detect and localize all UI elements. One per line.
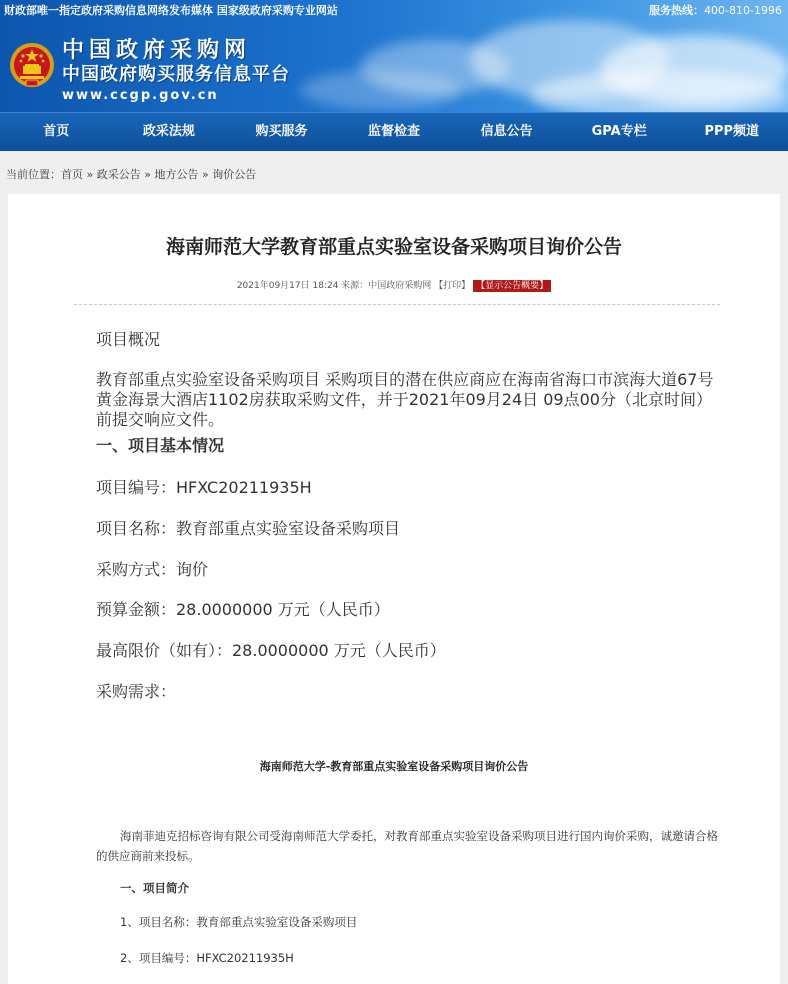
breadcrumb-separator: » bbox=[140, 168, 155, 181]
nav-announcements[interactable]: 信息公告 bbox=[480, 124, 533, 139]
nav-regulations[interactable]: 政采法规 bbox=[142, 124, 195, 139]
header-cloud bbox=[300, 70, 460, 110]
national-emblem-icon[interactable] bbox=[8, 40, 56, 90]
max-price: 最高限价（如有）：28.0000000 万元（人民币） bbox=[96, 641, 446, 660]
overview-heading: 项目概况 bbox=[96, 330, 161, 349]
project-name: 项目名称：教育部重点实验室设备采购项目 bbox=[96, 519, 401, 538]
brief-item-name: 1、项目名称：教育部重点实验室设备采购项目 bbox=[120, 915, 358, 929]
nav-supervision[interactable]: 监督检查 bbox=[368, 124, 421, 139]
breadcrumb bbox=[0, 151, 788, 185]
breadcrumb-procurement[interactable]: 政采公告 bbox=[96, 168, 141, 181]
logo-subtitle: 中国政府购买服务信息平台 bbox=[62, 64, 290, 85]
site-header bbox=[0, 0, 788, 112]
nav-purchase-services[interactable]: 购买服务 bbox=[255, 124, 308, 139]
article-title: 海南师范大学教育部重点实验室设备采购项目询价公告 bbox=[165, 236, 622, 258]
breadcrumb-separator: » bbox=[83, 168, 97, 181]
inner-announcement-title: 海南师范大学-教育部重点实验室设备采购项目询价公告 bbox=[259, 760, 529, 773]
article-container bbox=[8, 194, 780, 984]
print-link[interactable]: 【打印】 bbox=[434, 281, 471, 291]
procurement-method: 采购方式：询价 bbox=[96, 560, 209, 579]
site-logo[interactable] bbox=[62, 38, 290, 104]
logo-title: 中国政府采购网 bbox=[62, 38, 252, 63]
nav-ppp[interactable]: PPP频道 bbox=[704, 124, 760, 139]
project-number: 项目编号：HFXC20211935H bbox=[96, 478, 312, 497]
title-divider bbox=[74, 304, 720, 306]
breadcrumb-inquiry[interactable]: 询价公告 bbox=[212, 168, 257, 181]
header-cloud bbox=[530, 70, 788, 112]
breadcrumb-local[interactable]: 地方公告 bbox=[154, 168, 199, 181]
nav-home[interactable]: 首页 bbox=[43, 124, 70, 139]
budget-amount: 预算金额：28.0000000 万元（人民币） bbox=[96, 600, 390, 619]
logo-url: www.ccgp.gov.cn bbox=[62, 88, 219, 103]
section1-heading: 一、项目基本情况 bbox=[96, 436, 225, 455]
overview-text: 教育部重点实验室设备采购项目 采购项目的潜在供应商应在海南省海口市滨海大道67号黄金海景大酒店1102房获取采购文件，并于2021年09月24日 09点00分（北京时间）前提交响应文件。 bbox=[96, 370, 714, 429]
article-date-source: 2021年09月17日 18:24 来源：中国政府采购网 bbox=[236, 281, 435, 291]
breadcrumb-home[interactable]: 首页 bbox=[61, 168, 83, 181]
article-meta bbox=[8, 278, 780, 292]
main-nav bbox=[0, 112, 788, 151]
nav-gpa[interactable]: GPA专栏 bbox=[591, 124, 647, 139]
hotline-label: 服务热线： bbox=[649, 4, 705, 17]
intro-paragraph: 海南菲迪克招标咨询有限公司受海南师范大学委托，对教育部重点实验室设备采购项目进行国内询价采购，诚邀请合格的供应商前来投标。 bbox=[96, 829, 718, 863]
breadcrumb-separator: » bbox=[198, 168, 213, 181]
brief-item-number: 2、项目编号：HFXC20211935H bbox=[120, 951, 294, 965]
requirements-label: 采购需求： bbox=[96, 682, 177, 701]
site-slogan: 财政部唯一指定政府采购信息网络发布媒体 国家级政府采购专业网站 bbox=[4, 4, 338, 17]
brief-heading: 一、项目简介 bbox=[120, 881, 189, 895]
show-summary-button[interactable]: 【显示公告概要】 bbox=[473, 280, 551, 292]
breadcrumb-prefix: 当前位置： bbox=[6, 168, 61, 181]
service-hotline bbox=[649, 2, 782, 18]
hotline-number: 400-810-1996 bbox=[704, 4, 782, 17]
